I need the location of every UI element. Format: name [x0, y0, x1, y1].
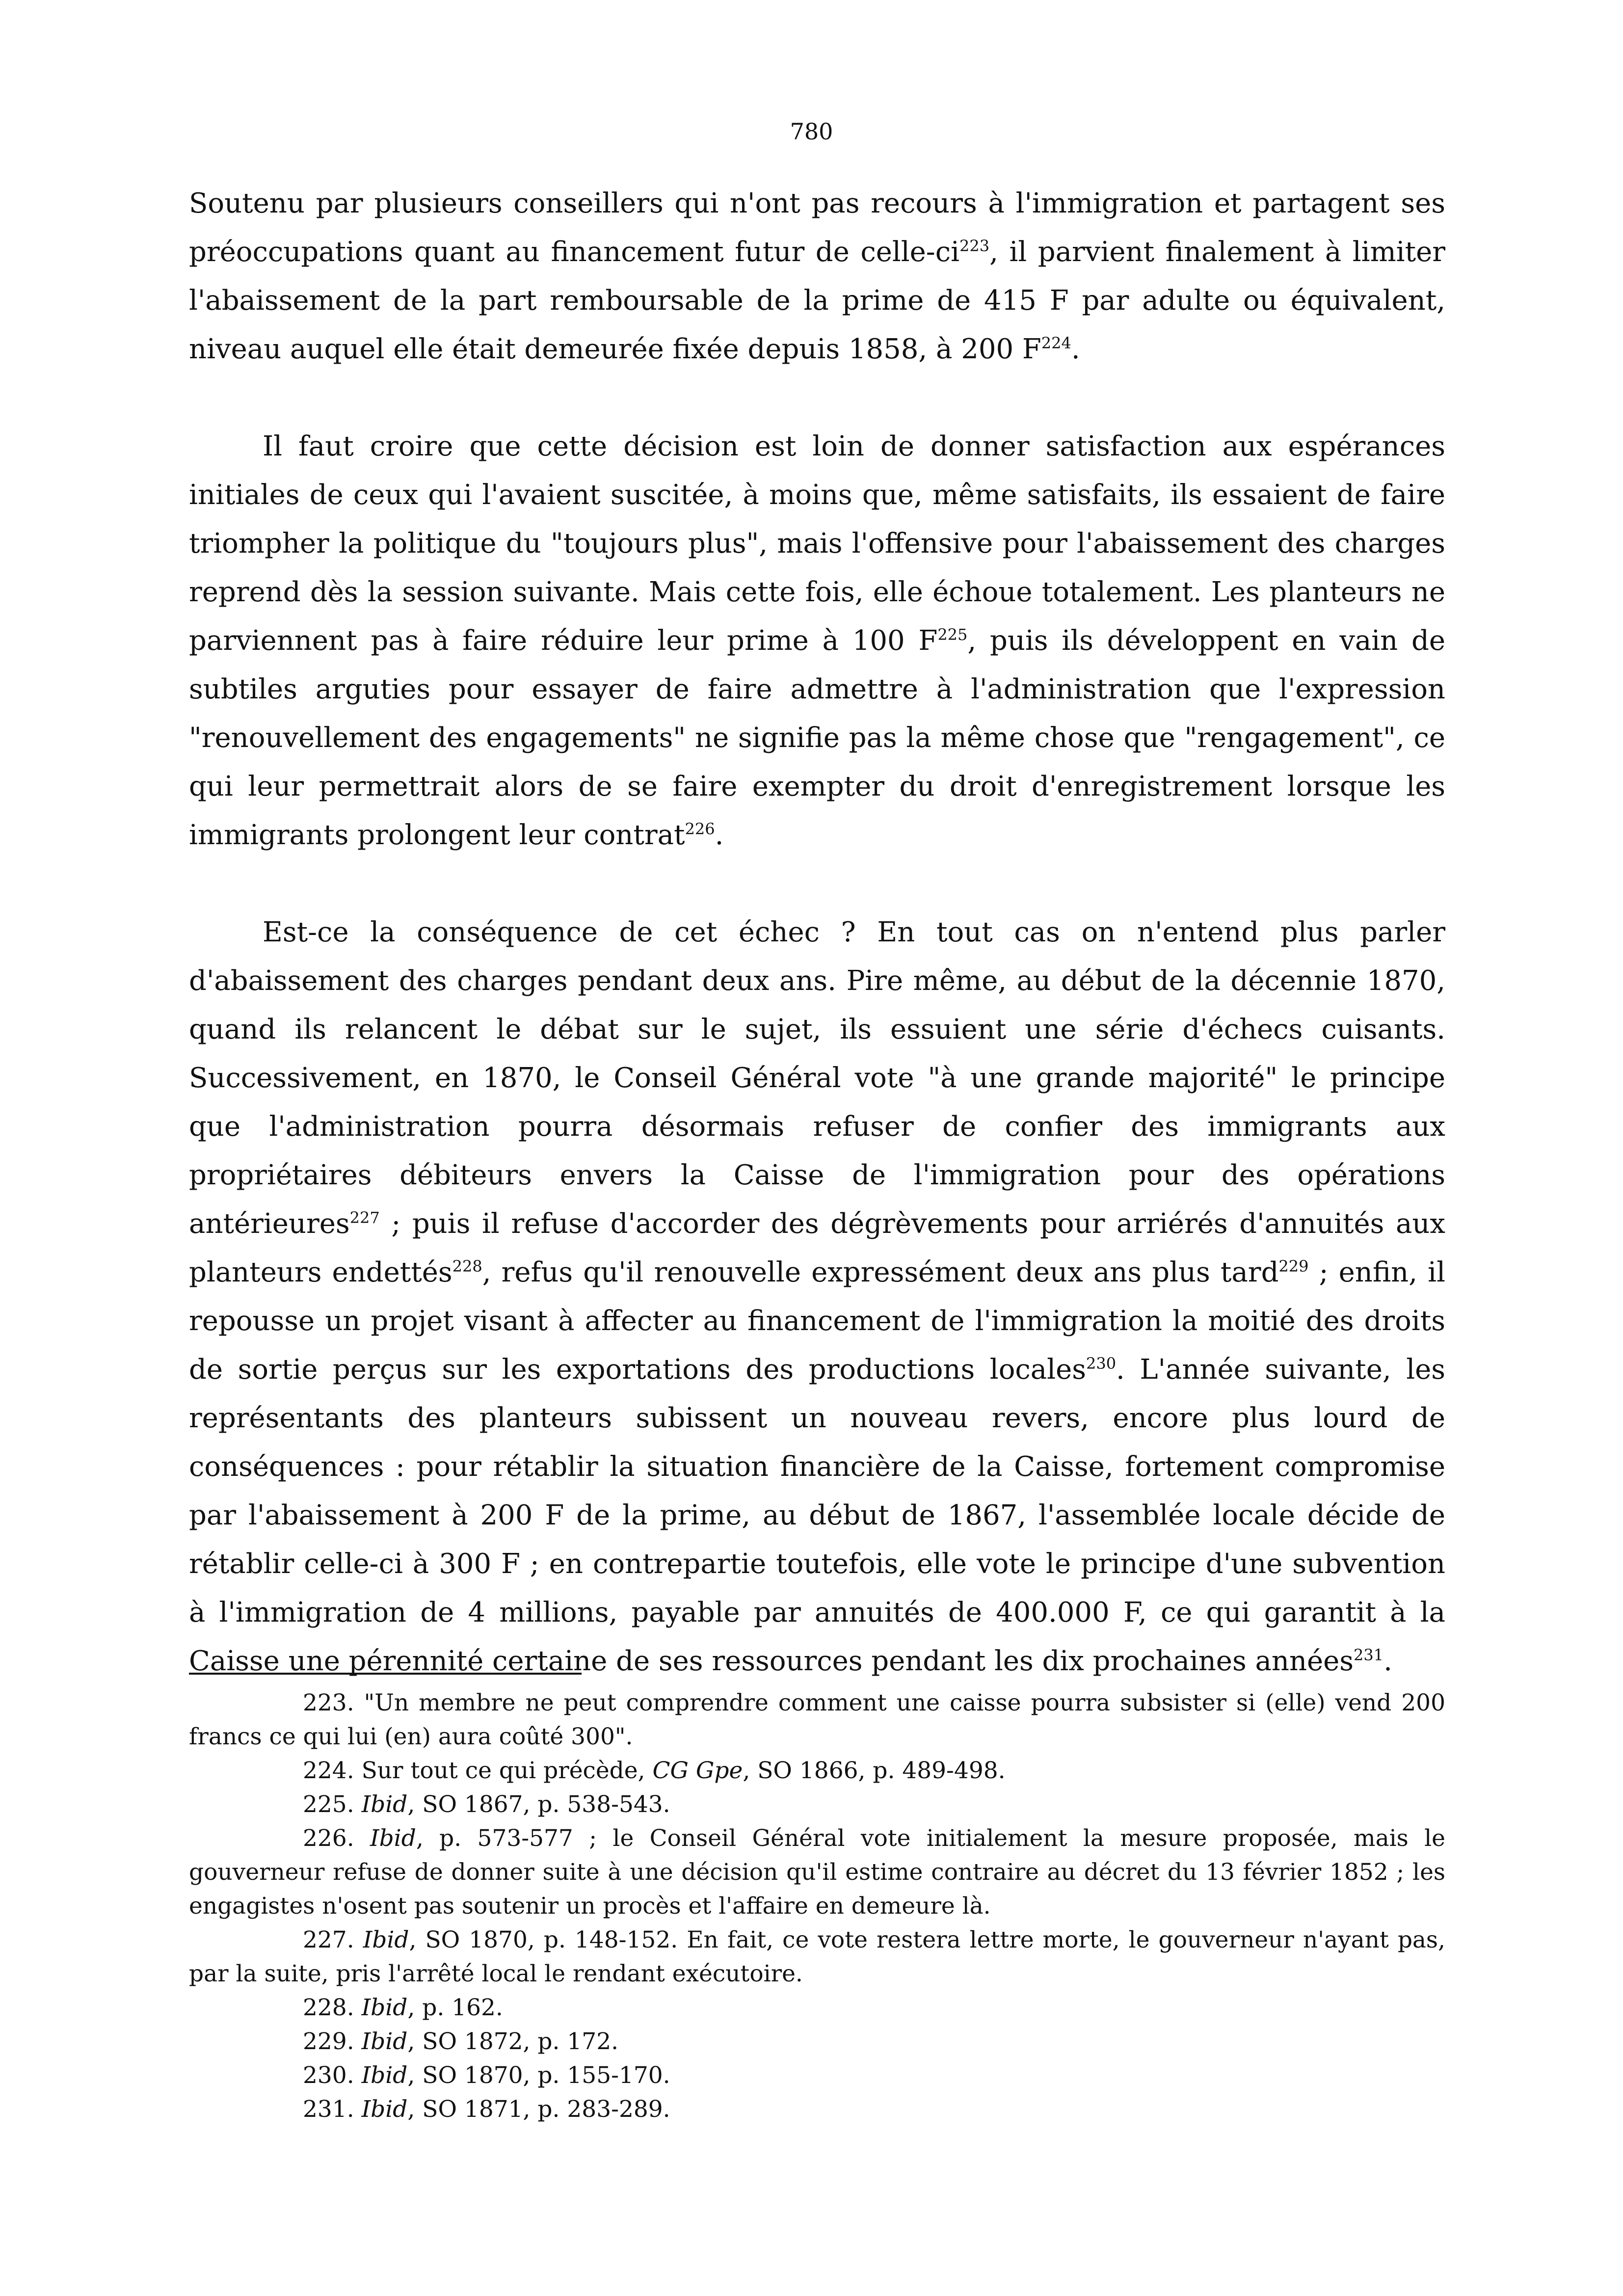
- text-run: 225.: [303, 1791, 362, 1818]
- italic-citation: Ibid: [361, 2096, 408, 2123]
- text-run: , p. 573-577 ; le Conseil Général vote initialement la mesure proposée, mais le gouverneur refuse de donner suite à une décision qu'il estime contraire au décret du 13 février 1852 ; les engagistes n'osent pas soutenir un procès et l'affaire en demeure là.: [189, 1825, 1445, 1920]
- footnote: [189, 2092, 1445, 2126]
- text-run: .: [1071, 333, 1080, 365]
- footnote: [189, 2058, 1445, 2092]
- page-number: 780: [790, 118, 833, 145]
- italic-citation: Ibid: [370, 1825, 416, 1852]
- text-run: , refus qu'il renouvelle expressément deux ans plus tard: [482, 1256, 1279, 1288]
- text-run: .: [715, 819, 724, 851]
- paragraph: [189, 422, 1445, 859]
- footnote-reference: 227: [349, 1208, 380, 1227]
- footnote: [189, 1686, 1445, 1754]
- footnote: [189, 1991, 1445, 2025]
- text-run: Est-ce la conséquence de cet échec ? En tout cas on n'entend plus parler d'abaissement des charges pendant deux ans. Pire même, au début de la décennie 1870, quand ils relancent le débat sur le sujet, ils essuient une série d'échecs cuisants. Successivement, en 1870, le Conseil Général vote "à une grande majorité" le principe que l'administration pourra désormais refuser de confier des immigrants aux propriétaires débiteurs envers la Caisse de l'immigration pour des opérations antérieures: [189, 916, 1445, 1240]
- footnote: [189, 2025, 1445, 2058]
- text-run: 224. Sur tout ce qui précède,: [303, 1757, 653, 1784]
- text-run: Il faut croire que cette décision est loin de donner satisfaction aux espérances initiales de ceux qui l'avaient suscitée, à moins que, même satisfaits, ils essaient de faire triompher la politique du "toujours plus", mais l'offensive pour l'abaissement des charges reprend dès la session suivante. Mais cette fois, elle échoue totalement. Les planteurs ne parviennent pas à faire réduire leur prime à 100 F: [189, 430, 1445, 657]
- italic-citation: Ibid: [361, 2028, 408, 2055]
- footnote-reference: 229: [1278, 1257, 1309, 1276]
- italic-citation: CG Gpe: [652, 1757, 743, 1784]
- text-run: ; enfin, il repousse un projet visant à affecter au financement de l'immigration la moitié des droits de sortie perçus sur les exportations des productions locales: [189, 1256, 1445, 1386]
- footnote-reference: 224: [1041, 334, 1071, 352]
- text-run: , puis ils développent en vain de subtiles arguties pour essayer de faire admettre à l'administration que l'expression "renouvellement des engagements" ne signifie pas la même chose que "rengagement", ce qui leur permettrait alors de se faire exempter du droit d'enregistrement lorsque les immigrants prolongent leur contrat: [189, 625, 1446, 851]
- text-run: , SO 1866, p. 489-498.: [743, 1757, 1006, 1784]
- text-run: 226.: [303, 1825, 371, 1852]
- italic-citation: Ibid: [363, 1926, 409, 1953]
- italic-citation: Ibid: [361, 1994, 408, 2021]
- text-run: , SO 1872, p. 172.: [407, 2028, 619, 2055]
- footnote-reference: 231: [1354, 1646, 1384, 1664]
- text-run: 228.: [303, 1994, 362, 2021]
- footnote-reference: 226: [685, 820, 715, 838]
- footnote: [189, 1754, 1445, 1788]
- footnote: [189, 1923, 1445, 1991]
- text-run: , SO 1870, p. 155-170.: [407, 2062, 670, 2089]
- footnote: [189, 1821, 1445, 1923]
- text-run: 230.: [303, 2062, 362, 2089]
- footnotes: [189, 1686, 1445, 2126]
- footnote-reference: 228: [452, 1257, 482, 1276]
- footnote-reference: 230: [1086, 1354, 1117, 1373]
- footnote-separator: [189, 1673, 582, 1675]
- text-run: , il parvient finalement à limiter l'abaissement de la part remboursable de la prime de 415 F par adulte ou équivalent, niveau auquel elle était demeurée fixée depuis 1858, à 200 F: [189, 236, 1446, 365]
- footnote-reference: 225: [937, 625, 968, 644]
- footnote: [189, 1788, 1445, 1821]
- paragraph: [189, 179, 1445, 374]
- text-run: 223. "Un membre ne peut comprendre comment une caisse pourra subsister si (elle) vend 200 francs ce qui lui (en) aura coûté 300".: [189, 1689, 1445, 1750]
- text-run: 229.: [303, 2028, 362, 2055]
- text-run: , SO 1870, p. 148-152. En fait, ce vote restera lettre morte, le gouverneur n'ayant pas, par la suite, pris l'arrêté local le rendant exécutoire.: [189, 1926, 1445, 1987]
- italic-citation: Ibid: [361, 2062, 408, 2089]
- text-run: Soutenu par plusieurs conseillers qui n'ont pas recours à l'immigration et partagent ses préoccupations quant au financement futur de celle-ci: [189, 187, 1445, 268]
- footnote-reference: 223: [959, 237, 990, 255]
- text-run: , p. 162.: [407, 1994, 503, 2021]
- paragraph: [189, 908, 1445, 1685]
- italic-citation: Ibid: [361, 1791, 408, 1818]
- text-run: 227.: [303, 1926, 363, 1953]
- text-run: , SO 1871, p. 283-289.: [407, 2096, 670, 2123]
- text-run: ; puis il refuse d'accorder des dégrèvements pour arriérés d'annuités aux planteurs endettés: [189, 1208, 1445, 1288]
- text-run: 231.: [303, 2096, 362, 2123]
- text-run: . L'année suivante, les représentants des planteurs subissent un nouveau revers, encore plus lourd de conséquences : pour rétablir la situation financière de la Caisse, fortement compromise par l'abaissement à 200 F de la prime, au début de 1867, l'assemblée locale décide de rétablir celle-ci à 300 F ; en contrepartie toutefois, elle vote le principe d'une subvention à l'immigration de 4 millions, payable par annuités de 400.000 F, ce qui garantit à la Caisse une pérennité certaine de ses ressources pendant les dix prochaines années: [189, 1354, 1445, 1677]
- text-run: .: [1384, 1645, 1392, 1677]
- text-run: , SO 1867, p. 538-543.: [407, 1791, 670, 1818]
- body-text: [189, 179, 1445, 1734]
